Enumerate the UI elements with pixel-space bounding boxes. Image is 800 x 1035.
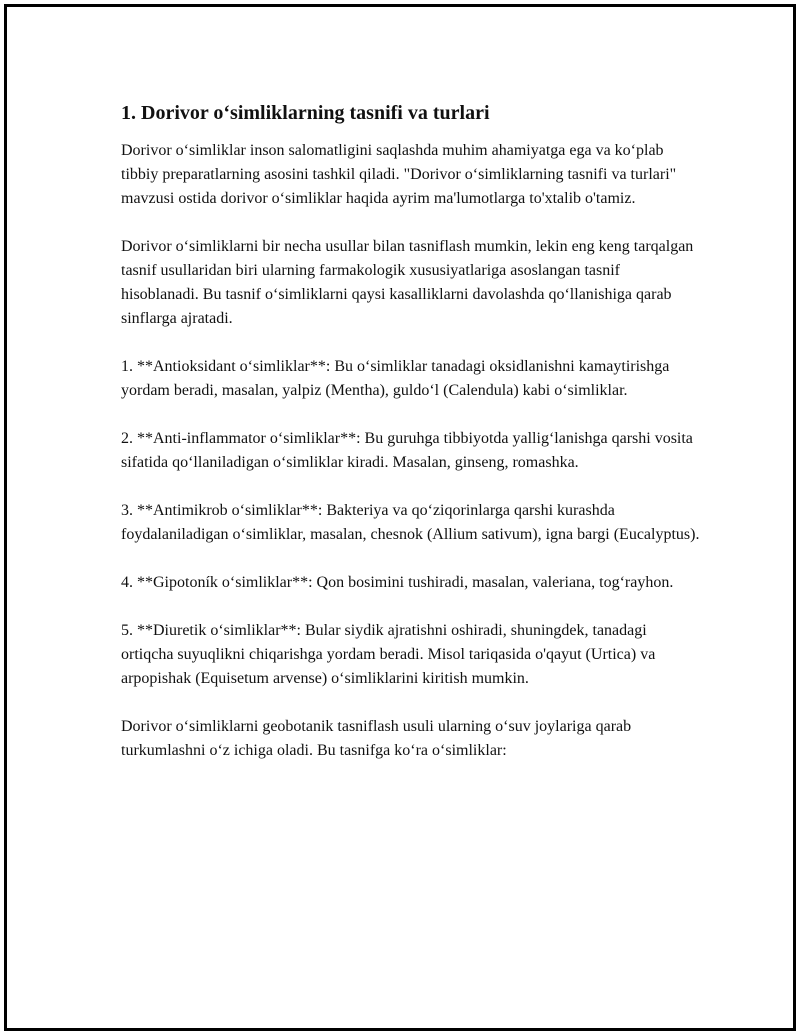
document-body — [121, 99, 701, 787]
paragraph-anti-inflammatory: 2. **Anti-inflammator o‘simliklar**: Bu guruhga tibbiyotda yallig‘lanishga qarshi vosita sifatida qo‘llaniladigan o‘simliklar kiradi. Masalan, ginseng, romashka. — [121, 430, 693, 471]
paragraph-classification: Dorivor o‘simliklarni bir necha usullar bilan tasniflash mumkin, lekin eng keng tarqalgan tasnif usullaridan biri ularning farmakologik xususiyatlariga asoslangan tasnif hisoblanadi. Bu tasnif o‘simliklarni qaysi kasalliklarni davolashda qo‘llanishiga qarab sinflarga ajratadi. — [121, 238, 694, 327]
paragraph-diuretic: 5. **Diuretik o‘simliklar**: Bular siydik ajratishni oshiradi, shuningdek, tanadagi ortiqcha suyuqlikni chiqarishga yordam beradi. Misol tariqasida o'qayut (Urtica) va arpopishak (Equisetum arvense) o‘simliklarini kiritish mumkin. — [121, 622, 656, 687]
section-title: 1. Dorivor o‘simliklarning tasnifi va turlari — [121, 102, 490, 124]
paragraph-antimicrobial: 3. **Antimikrob o‘simliklar**: Bakteriya va qo‘ziqorinlarga qarshi kurashda foydalaniladigan o‘simliklar, masalan, chesnok (Allium sativum), igna bargi (Eucalyptus). — [121, 502, 700, 543]
paragraph-geobotanical: Dorivor o‘simliklarni geobotanik tasniflash usuli ularning o‘suv joylariga qarab turkumlashni o‘z ichiga oladi. Bu tasnifga ko‘ra o‘simliklar: — [121, 718, 632, 759]
paragraph-intro: Dorivor o‘simliklar inson salomatligini saqlashda muhim ahamiyatga ega va ko‘plab tibbiy preparatlarning asosini tashkil qiladi. "Dorivor o‘simliklarning tasnifi va turlari" mavzusi ostida dorivor o‘simliklar haqida ayrim ma'lumotlarga to'xtalib o'tamiz. — [121, 142, 677, 207]
paragraph-hypotensive: 4. **Gipotoník o‘simliklar**: Qon bosimini tushiradi, masalan, valeriana, tog‘rayhon. — [121, 574, 674, 591]
page-frame — [4, 4, 796, 1031]
paragraph-antioxidant: 1. **Antioksidant o‘simliklar**: Bu o‘simliklar tanadagi oksidlanishni kamaytirishga yordam beradi, masalan, yalpiz (Mentha), guldo‘l (Calendula) kabi o‘simliklar. — [121, 358, 670, 399]
